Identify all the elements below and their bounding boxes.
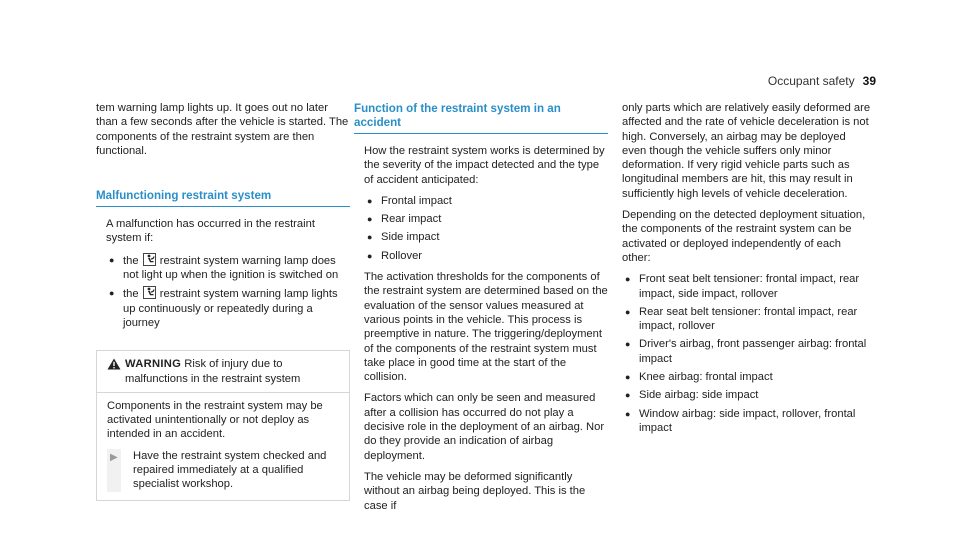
bullet-icon: ● <box>625 408 631 419</box>
restraint-warning-lamp-icon <box>143 253 156 266</box>
list-item-text: restraint system warning lamp lights up continuously or repeatedly during a journey <box>123 288 338 329</box>
list-item-text: restraint system warning lamp does not light up when the ignition is switched on <box>123 254 339 282</box>
warning-action-text: Have the restraint system checked and repaired immediately at a qualified specialist workshop. <box>133 449 327 491</box>
list-item-prefix: the <box>123 254 139 267</box>
list-item-text: Rear impact <box>381 213 442 226</box>
column-3 <box>622 101 872 442</box>
arrow-right-icon: ▶ <box>110 451 118 463</box>
list-item-text: Driver's airbag, front passenger airbag: frontal impact <box>639 338 867 365</box>
list-item <box>364 230 608 244</box>
list-item <box>364 194 608 208</box>
list-item <box>622 337 872 366</box>
body-paragraph: only parts which are relatively easily deformed are affected and the rate of vehicle deceleration is not high. Conversely, an airbag may be deployed even though the vehicle suffers only minor deformation. If very rigid vehicle parts such as longitudinal members are hit, this may result in sufficiently high levels of vehicle deceleration. <box>622 102 871 200</box>
list-item-text: Front seat belt tensioner: frontal impact, rear impact, side impact, rollover <box>639 273 860 300</box>
bullet-icon: ● <box>109 288 115 299</box>
section-title: Occupant safety <box>767 74 855 88</box>
page-header <box>768 74 876 88</box>
list-item <box>622 388 872 402</box>
bullet-icon: ● <box>367 250 373 261</box>
list-item-text: Knee airbag: frontal impact <box>639 371 773 384</box>
list-item-text: Rollover <box>381 249 423 262</box>
section-heading-function: Function of the restraint system in an accident <box>354 102 608 134</box>
intro-paragraph: tem warning lamp lights up. It goes out no later than a few seconds after the vehicle is started. The components of the restraint system are then functional. <box>96 102 349 157</box>
list-item-text: Rear seat belt tensioner: frontal impact, rear impact, rollover <box>639 305 858 333</box>
list-item-prefix: the <box>123 288 139 301</box>
list-item-text: Frontal impact <box>381 194 452 207</box>
warning-box <box>96 350 350 500</box>
section-heading-malfunction: Malfunctioning restraint system <box>96 189 350 207</box>
restraint-warning-lamp-icon <box>143 286 156 299</box>
body-paragraph: The vehicle may be deformed significantly without an airbag being deployed. This is the case if <box>364 470 586 512</box>
body-paragraph: Depending on the detected deployment situation, the components of the restraint system can be activated or deployed independently of each other: <box>622 209 866 264</box>
malfunction-section <box>96 217 350 500</box>
warning-label: WARNING <box>125 358 182 371</box>
list-item <box>622 272 872 301</box>
list-item <box>106 253 350 283</box>
list-item <box>364 212 608 226</box>
bullet-icon: ● <box>625 339 631 350</box>
list-item <box>106 286 350 330</box>
warning-header <box>97 351 349 392</box>
warning-text: Risk of injury due to malfunctions in the restraint system <box>125 358 301 385</box>
lead-paragraph: A malfunction has occurred in the restraint system if: <box>106 218 315 245</box>
warning-body-text: Components in the restraint system may be activated unintentionally or not deploy as intended in an accident. <box>107 399 323 441</box>
bullet-icon: ● <box>109 254 115 265</box>
list-item <box>622 407 872 436</box>
column-1 <box>96 101 350 501</box>
bullet-icon: ● <box>625 306 631 317</box>
deployment-list <box>622 272 872 435</box>
function-section <box>354 144 608 513</box>
bullet-icon: ● <box>625 390 631 401</box>
lead-paragraph: How the restraint system works is determined by the severity of the impact detected and the type of accident anticipated: <box>364 145 605 186</box>
list-item <box>622 370 872 384</box>
bullet-icon: ● <box>625 274 631 285</box>
malfunction-list <box>96 253 350 330</box>
bullet-icon: ● <box>367 195 373 206</box>
warning-triangle-icon <box>107 358 125 386</box>
page-number: 39 <box>862 74 876 88</box>
body-paragraph: Factors which can only be seen and measured after a collision has occurred do not play a decisive role in the deployment of an airbag. Nor do they provide an indication of airbag deployment. <box>364 392 605 462</box>
list-item-text: Side airbag: side impact <box>639 389 759 402</box>
list-item-text: Window airbag: side impact, rollover, frontal impact <box>639 407 856 434</box>
bullet-icon: ● <box>367 232 373 243</box>
bullet-icon: ● <box>367 214 373 225</box>
column-2 <box>354 102 608 520</box>
list-item-text: Side impact <box>381 231 440 244</box>
list-item <box>622 305 872 334</box>
bullet-icon: ● <box>625 372 631 383</box>
warning-body <box>97 393 349 500</box>
action-gutter <box>107 449 121 492</box>
impact-type-list <box>364 194 608 263</box>
list-item <box>364 249 608 263</box>
body-paragraph: The activation thresholds for the components of the restraint system are determined based on the evaluation of the sensor values measured at various points in the vehicle. This process is preemptive in nature. The triggering/deployment of the components of the restraint system must take place in good time at the start of the collision. <box>364 271 608 384</box>
warning-action <box>107 449 341 492</box>
